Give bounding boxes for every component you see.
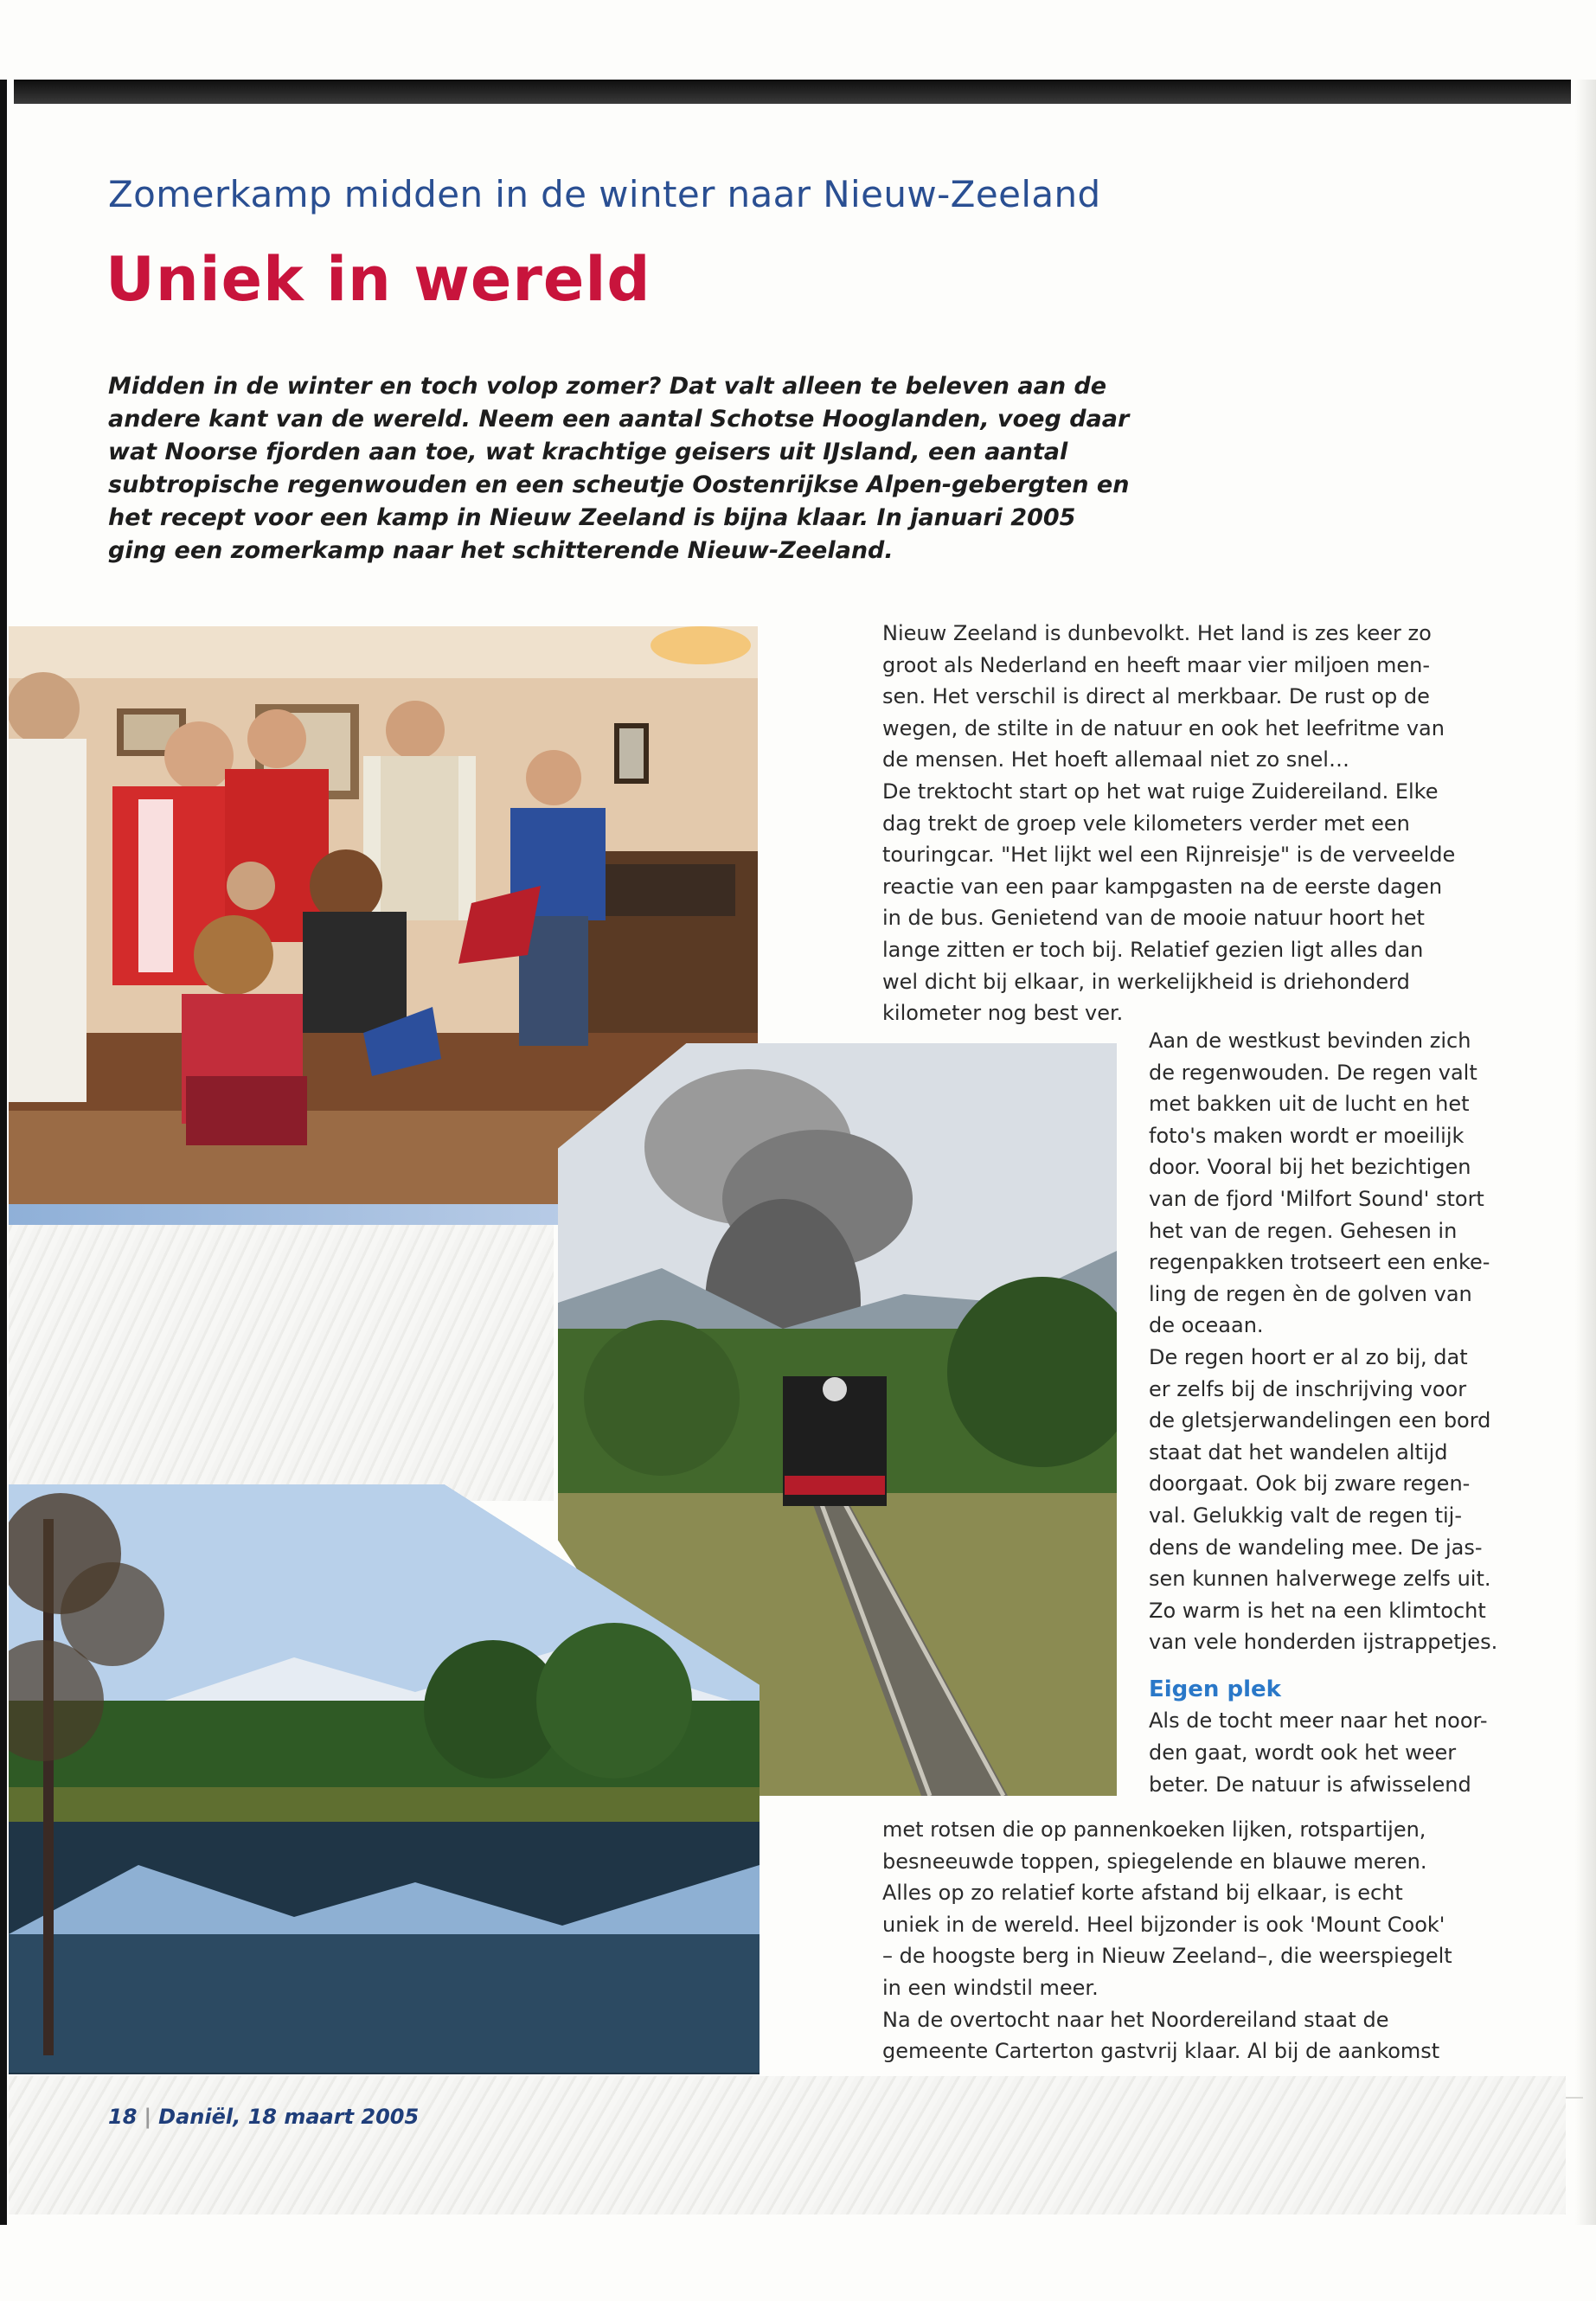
right-page-shadow <box>1575 80 1596 2225</box>
lead-line: ging een zomerkamp naar het schitterende Nieuw-Zeeland. <box>108 537 894 564</box>
body-line: ling de regen èn de golven van <box>1149 1281 1472 1306</box>
body-line: staat dat het wandelen altijd <box>1149 1439 1448 1465</box>
lead-line: wat Noorse fjorden aan toe, wat krachtige geisers uit IJsland, een aantal <box>108 439 1068 465</box>
article-lead <box>108 370 1181 567</box>
body-line: De trektocht start op het wat ruige Zuidereiland. Elke <box>882 779 1439 804</box>
paper-texture-panel <box>9 1215 554 1501</box>
body-line: in de bus. Genietend van de mooie natuur hoort het <box>882 906 1425 931</box>
body-line: met bakken uit de lucht en het <box>1149 1092 1470 1117</box>
body-line: gemeente Carterton gastvrij klaar. Al bij de aankomst <box>882 2039 1440 2064</box>
body-line: van de fjord 'Milfort Sound' stort <box>1149 1186 1484 1211</box>
article-body-column-2 <box>1149 1025 1555 1800</box>
body-line: de oceaan. <box>1149 1313 1264 1338</box>
lead-line: het recept voor een kamp in Nieuw Zeeland is bijna klaar. In januari 2005 <box>108 504 1076 531</box>
page-footer <box>108 2105 419 2129</box>
body-line: den gaat, wordt ook het weer <box>1149 1740 1457 1766</box>
blue-divider-band <box>9 1204 562 1225</box>
body-line: er zelfs bij de inschrijving voor <box>1149 1376 1467 1401</box>
article-headline: Uniek in wereld <box>106 244 651 315</box>
body-line: De regen hoort er al zo bij, dat <box>1149 1344 1468 1369</box>
section-subheading: Eigen plek <box>1149 1676 1281 1702</box>
body-line: lange zitten er toch bij. Relatief gezien ligt alles dan <box>882 937 1424 962</box>
lead-line: subtropische regenwouden en een scheutje Oostenrijkse Alpen-gebergten en <box>108 471 1130 498</box>
body-line: het van de regen. Gehesen in <box>1149 1218 1458 1243</box>
body-line: kilometer nog best ver. <box>882 1001 1124 1026</box>
body-line: Alles op zo relatief korte afstand bij elkaar, is echt <box>882 1881 1403 1906</box>
body-line: Nieuw Zeeland is dunbevolkt. Het land is zes keer zo <box>882 621 1432 645</box>
body-line: besneeuwde toppen, spiegelende en blauwe meren. <box>882 1849 1427 1874</box>
body-line: sen. Het verschil is direct al merkbaar. De rust op de <box>882 684 1430 709</box>
body-line: met rotsen die op pannenkoeken lijken, rotspartijen, <box>882 1817 1426 1842</box>
body-line: Als de tocht meer naar het noor- <box>1149 1708 1488 1734</box>
lead-line: Midden in de winter en toch volop zomer? Dat valt alleen te beleven aan de <box>108 373 1107 400</box>
body-line: de gletsjerwandelingen een bord <box>1149 1408 1491 1433</box>
body-line: groot als Nederland en heeft maar vier miljoen men- <box>882 652 1431 677</box>
body-line: foto's maken wordt er moeilijk <box>1149 1123 1465 1148</box>
body-line: touringcar. "Het lijkt wel een Rijnreisje" is de verveelde <box>882 843 1456 868</box>
body-line: reactie van een paar kampgasten na de eerste dagen <box>882 874 1443 899</box>
body-line: – de hoogste berg in Nieuw Zeeland–, die weerspiegelt <box>882 1944 1452 1969</box>
body-line: dag trekt de groep vele kilometers verder met een <box>882 811 1410 836</box>
body-line: van vele honderden ijstrappetjes. <box>1149 1630 1498 1655</box>
body-line: wel dicht bij elkaar, in werkelijkheid is driehonderd <box>882 969 1410 994</box>
top-black-rule <box>14 80 1571 104</box>
body-line: Aan de westkust bevinden zich <box>1149 1029 1471 1053</box>
footer-separator: | <box>144 2105 152 2129</box>
article-kicker: Zomerkamp midden in de winter naar Nieuw-Zeeland <box>108 173 1101 215</box>
body-line: doorgaat. Ook bij zware regen- <box>1149 1471 1471 1497</box>
body-line: Na de overtocht naar het Noordereiland staat de <box>882 2007 1389 2032</box>
page-number: 18 <box>108 2105 138 2129</box>
body-line: de mensen. Het hoeft allemaal niet zo snel… <box>882 747 1349 772</box>
body-line: de regenwouden. De regen valt <box>1149 1060 1477 1085</box>
body-line: dens de wandeling mee. De jas- <box>1149 1535 1483 1560</box>
lead-line: andere kant van de wereld. Neem een aantal Schotse Hooglanden, voeg daar <box>108 406 1130 433</box>
article-body-column-3 <box>882 1814 1557 2067</box>
body-line: wegen, de stilte in de natuur en ook het leefritme van <box>882 715 1445 740</box>
footer-texture <box>9 2076 1566 2214</box>
body-line: val. Gelukkig valt de regen tij- <box>1149 1503 1463 1528</box>
body-line: uniek in de wereld. Heel bijzonder is ook 'Mount Cook' <box>882 1912 1445 1937</box>
body-line: beter. De natuur is afwisselend <box>1149 1772 1471 1797</box>
left-page-edge <box>0 80 7 2225</box>
body-line: regenpakken trotseert een enke- <box>1149 1250 1490 1275</box>
body-line: Zo warm is het na een klimtocht <box>1149 1598 1486 1623</box>
article-body-column-1 <box>882 618 1557 1029</box>
body-line: in een windstil meer. <box>882 1975 1099 2000</box>
body-line: door. Vooral bij het bezichtigen <box>1149 1155 1471 1180</box>
publication-date: Daniël, 18 maart 2005 <box>158 2105 420 2129</box>
body-line: sen kunnen halverwege zelfs uit. <box>1149 1567 1491 1592</box>
